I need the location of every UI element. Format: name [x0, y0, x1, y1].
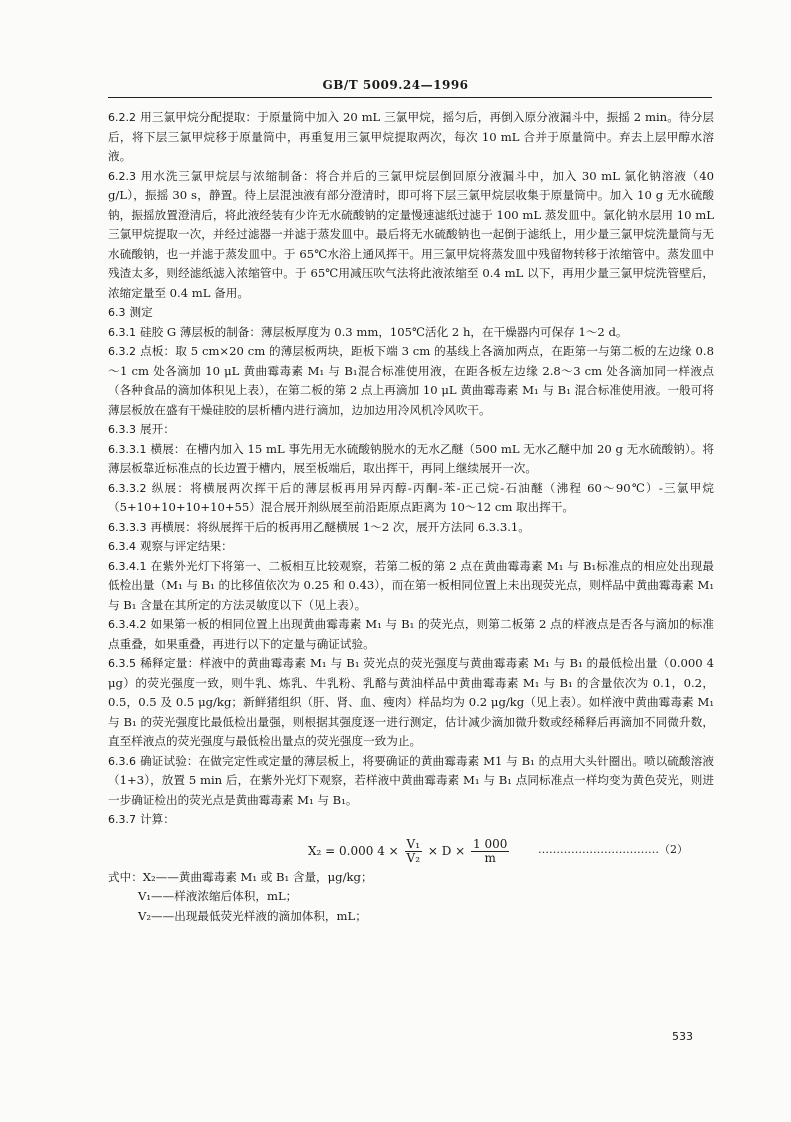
formula-expression [308, 838, 511, 865]
variable-definition-v2: V₂——出现最低荧光样液的滴加体积，mL； [138, 908, 367, 923]
formula-number: ……………………………（2） [538, 842, 688, 856]
section-number: 6.3.4.1 [108, 559, 147, 573]
fraction-v1-v2 [405, 838, 422, 865]
paragraph-text: 如果第一板的相同位置上出现黄曲霉毒素 M₁ 与 B₁ 的荧光点，则第二板第 2 点的样液点是否各与滴加的标准点重叠，如果重叠，再进行以下的定量与确证试验。 [108, 617, 714, 651]
section-number: 6.3.3.2 [108, 481, 147, 495]
section-number: 6.3.3.1 [108, 442, 147, 456]
paragraph-text: 展开： [140, 422, 175, 436]
paragraph-text: 计算： [140, 812, 175, 826]
heading-6-3 [108, 303, 714, 323]
paragraph-6-3-3-1 [108, 440, 714, 479]
paragraph-text: 点板：取 5 cm×20 cm 的薄层板两块，距板下端 3 cm 的基线上各滴加两点，在距第一与第二板的左边缘 0.8～1 cm 处各滴加 10 μL 黄曲霉毒素 M₁ 与 B₁混合标准使用液，在距各板左边缘 2.8～3 cm 处各滴加同一样液点（各种食品的滴加体积见上表），在第二板的第 2 点上再滴加 10 μL 黄曲霉毒素 M₁ 与 B₁ 混合标准使用液。一般可将薄层板放在盛有干燥硅胶的层析槽内进行滴加，边加边用冷风机冷风吹干。 [108, 344, 714, 417]
paragraph-text: 确证试验：在做完定性或定量的薄层板上，将要确证的黄曲霉毒素 M1 与 B₁ 的点用大头针圈出。喷以硫酸溶液（1+3），放置 5 min 后，在紫外光灯下观察，若样液中黄曲霉毒素 M₁ 与 B₁ 点同标准点一样均变为黄色荧光，则进一步确证检出的荧光点是黄曲霉毒素 M₁ 与 B₁。 [108, 753, 714, 807]
paragraph-6-3-3-3 [108, 518, 714, 538]
fraction-1000-m [471, 838, 509, 865]
section-number: 6.2.3 [108, 169, 136, 183]
paragraph-6-3-4-1 [108, 557, 714, 616]
paragraph-6-3-2 [108, 342, 714, 420]
paragraph-6-3-1 [108, 323, 714, 343]
section-number: 6.2.2 [108, 111, 136, 124]
section-number: 6.3.3.3 [108, 520, 147, 534]
document-body [108, 108, 714, 926]
heading-6-3-3 [108, 420, 714, 440]
formula-lhs: X₂ = 0.000 4 × [308, 843, 399, 858]
paragraph-text: 横展：在槽内加入 15 mL 事先用无水硫酸钠脱水的无水乙醚（500 mL 无水乙醚中加 20 g 无水硫酸钠）。将薄层板靠近标准点的长边置于槽内，展至板端后，取出挥干，再同上继续展开一次。 [108, 441, 714, 475]
paragraph-6-3-4-2 [108, 615, 714, 654]
paragraph-text: 用三氯甲烷分配提取：于原量筒中加入 20 mL 三氯甲烷，摇匀后，再倒入原分液漏斗中，振摇 2 min。待分层后，将下层三氯甲烷移于原量筒中，再重复用三氯甲烷提取两次，每次 10 mL 合并于原量筒中。弃去上层甲醇水溶液。 [108, 110, 714, 163]
paragraph-text: 用水洗三氯甲烷层与浓缩制备：将合并后的三氯甲烷层倒回原分液漏斗中，加入 30 mL 氯化钠溶液（40 g/L），振摇 30 s，静置。待上层混浊液有部分澄清时，即可将下层三氯甲烷层收集于原量筒中。加入 10 g 无水硫酸钠，振摇放置澄清后，将此液经装有少许无水硫酸钠的定量慢速滤纸过滤于 100 mL 蒸发皿中。氯化钠水层用 10 mL 三氯甲烷提取一次，并经过滤器一并滤于蒸发皿中。最后将无水硫酸钠也一起倒于滤纸上，用少量三氯甲烷洗量筒与无水硫酸钠，也一并滤于蒸发皿中。于 65℃水浴上通风挥干。用三氯甲烷将蒸发皿中残留物转移于浓缩管中。蒸发皿中残渣太多，则经滤纸滤入浓缩管中。于 65℃用减压吹气法将此液浓缩至 0.4 mL 以下，再用少量三氯甲烷洗管壁后，浓缩定量至 0.4 mL 备用。 [108, 168, 714, 300]
variable-definition-x2: 式中：X₂——黄曲霉毒素 M₁ 或 B₁ 含量，μg/kg； [108, 869, 373, 884]
variable-definition-v1: V₁——样液浓缩后体积，mL； [138, 889, 298, 903]
paragraph-6-2-2 [108, 108, 714, 167]
formula-2 [108, 830, 714, 868]
paragraph-6-3-5 [108, 654, 714, 752]
paragraph-6-3-6 [108, 752, 714, 811]
header-rule [108, 97, 712, 98]
section-number: 6.3.4 [108, 540, 136, 553]
section-number: 6.3.2 [108, 345, 136, 358]
page-header: GB/T 5009.24—1996 [322, 78, 469, 92]
paragraph-text: 测定 [129, 305, 153, 319]
paragraph-6-2-3 [108, 167, 714, 304]
fraction-denominator: V₂ [406, 850, 421, 865]
section-number: 6.3.3 [108, 423, 136, 436]
section-number: 6.3 [108, 306, 126, 319]
paragraph-6-3-3-2 [108, 479, 714, 518]
section-number: 6.3.4.2 [108, 618, 147, 631]
fraction-numerator: V₁ [406, 836, 421, 851]
fraction-denominator: m [484, 850, 496, 865]
paragraph-text: 再横展：将纵展挥干后的板再用乙醚横展 1～2 次，展开方法同 6.3.3.1。 [150, 519, 530, 534]
heading-6-3-4 [108, 537, 714, 557]
page-number: 533 [672, 1030, 693, 1043]
heading-6-3-7 [108, 810, 714, 830]
section-number: 6.3.1 [108, 325, 136, 339]
paragraph-text: 纵展：将横展两次挥干后的薄层板再用异丙醇-丙酮-苯-正己烷-石油醚（沸程 60～90℃）-三氯甲烷（5+10+10+10+10+55）混合展开剂纵展至前沿距原点距离为 10～12 cm 取出挥干。 [108, 480, 714, 514]
paragraph-text: 观察与评定结果： [140, 539, 233, 553]
paragraph-text: 稀释定量：样液中的黄曲霉毒素 M₁ 与 B₁ 荧光点的荧光强度与黄曲霉毒素 M₁ 与 B₁ 的最低检出量（0.000 4 μg）的荧光强度一致，则牛乳、炼乳、牛乳粉、乳酪与黄油样品中黄曲霉毒素 M₁ 与 B₁ 的含量依次为 0.1，0.2，0.5，0.5 及 0.5 μg/kg；新鲜猪组织（肝、肾、血、瘦肉）样品均为 0.2 μg/kg（见上表）。如样液中黄曲霉毒素 M₁ 与 B₁ 的荧光强度比最低检出量强，则根据其强度逐一进行测定，估计减少滴加微升数或经稀释后再滴加不同微升数，直至样液点的荧光强度与最低检出量点的荧光强度一致为止。 [108, 656, 714, 748]
section-number: 6.3.5 [108, 657, 136, 670]
paragraph-text: 在紫外光灯下将第一、二板相互比较观察，若第二板的第 2 点在黄曲霉毒素 M₁ 与 B₁标准点的相应处出现最低检出量（M₁ 与 B₁ 的比移值依次为 0.25 和 0.43），而在第一板相同位置上未出现荧光点，则样品中黄曲霉毒素 M₁ 与 B₁ 含量在其所定的方法灵敏度以下（见上表）。 [108, 558, 714, 612]
paragraph-text: 硅胶 G 薄层板的制备：薄层板厚度为 0.3 mm，105℃活化 2 h，在干燥器内可保存 1～2 d。 [140, 324, 628, 339]
section-number: 6.3.6 [108, 754, 136, 768]
fraction-numerator: 1 000 [473, 836, 508, 851]
formula-mid: × D × [427, 843, 466, 858]
section-number: 6.3.7 [108, 813, 136, 826]
